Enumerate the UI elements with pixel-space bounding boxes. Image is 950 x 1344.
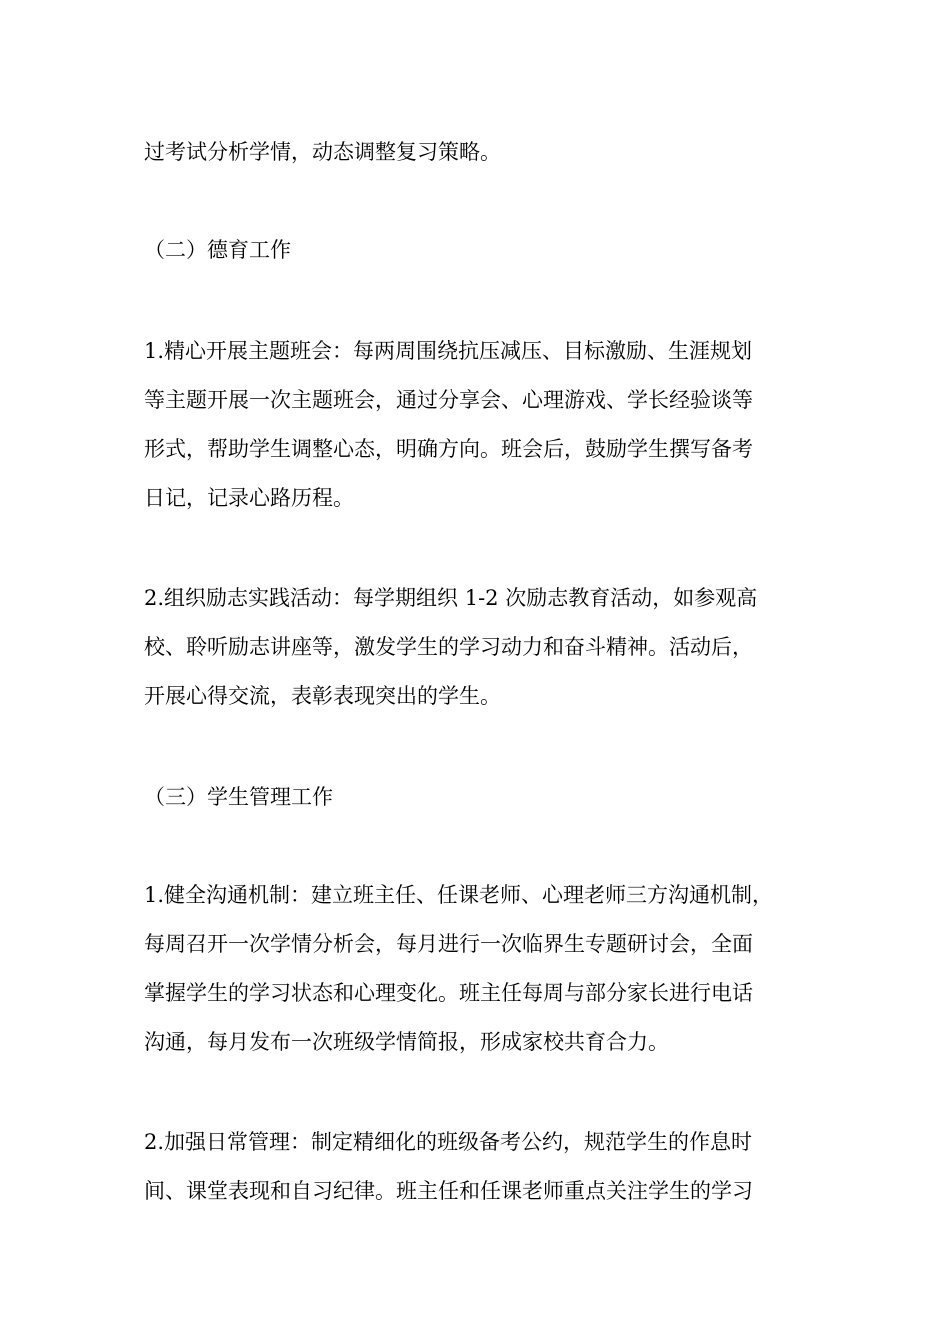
section-heading-student-management: （三）学生管理工作 [144, 785, 333, 809]
paragraph-line: 2.加强日常管理：制定精细化的班级备考公约，规范学生的作息时 [144, 1130, 753, 1154]
section-heading-moral-education: （二）德育工作 [144, 238, 291, 262]
paragraph-line: 1.精心开展主题班会：每两周围绕抗压减压、目标激励、生涯规划 [144, 339, 753, 363]
paragraph-line: 开展心得交流，表彰表现突出的学生。 [144, 684, 501, 708]
paragraph-line: 形式，帮助学生调整心态，明确方向。班会后，鼓励学生撰写备考 [144, 437, 753, 461]
paragraph-line: 等主题开展一次主题班会，通过分享会、心理游戏、学长经验谈等 [144, 388, 753, 412]
paragraph-line: 2.组织励志实践活动：每学期组织 1-2 次励志教育活动，如参观高 [144, 586, 758, 610]
paragraph-line: 沟通，每月发布一次班级学情简报，形成家校共育合力。 [144, 1030, 669, 1054]
paragraph-line: 过考试分析学情，动态调整复习策略。 [144, 140, 501, 164]
paragraph-line: 1.健全沟通机制：建立班主任、任课老师、心理老师三方沟通机制， [144, 883, 774, 907]
paragraph-line: 校、聆听励志讲座等，激发学生的学习动力和奋斗精神。活动后， [144, 635, 753, 659]
paragraph-line: 间、课堂表现和自习纪律。班主任和任课老师重点关注学生的学习 [144, 1179, 753, 1203]
paragraph-line: 掌握学生的学习状态和心理变化。班主任每周与部分家长进行电话 [144, 981, 753, 1005]
paragraph-line: 每周召开一次学情分析会，每月进行一次临界生专题研讨会，全面 [144, 932, 753, 956]
paragraph-line: 日记，记录心路历程。 [144, 486, 354, 510]
